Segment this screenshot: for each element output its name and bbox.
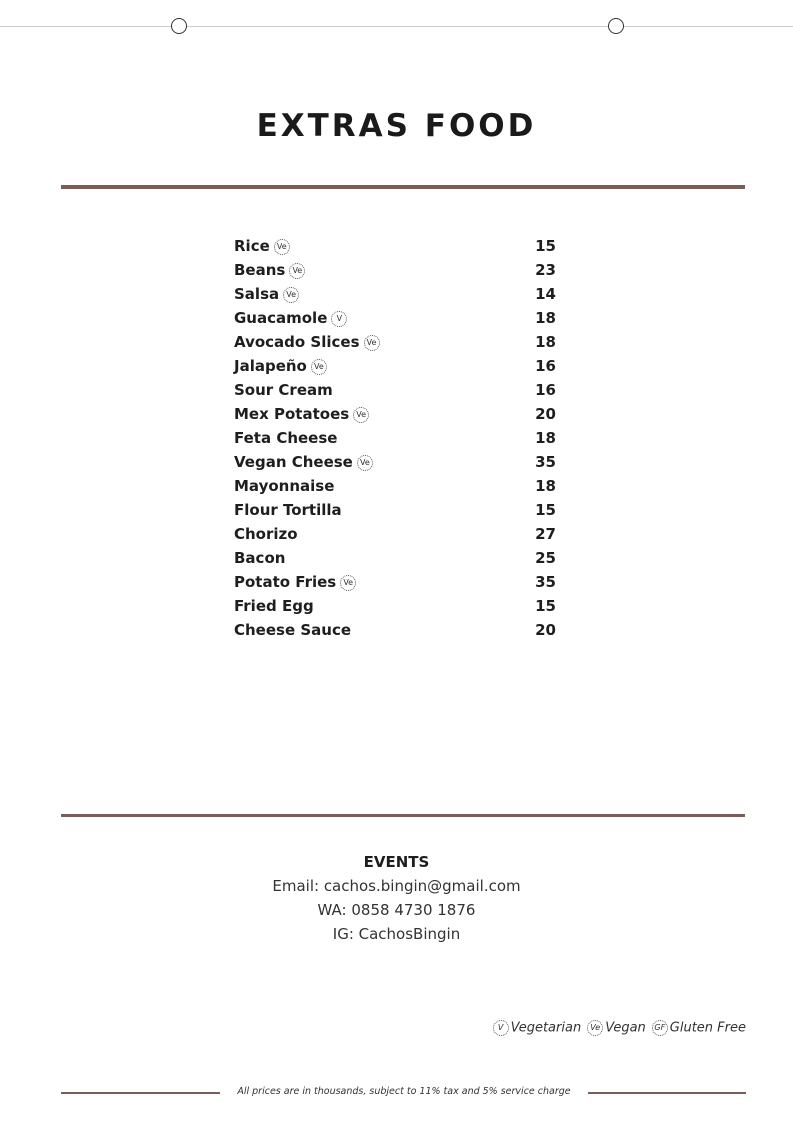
item-price: 27 bbox=[535, 525, 556, 543]
item-price: 35 bbox=[535, 573, 556, 591]
events-instagram: IG: CachosBingin bbox=[332, 925, 461, 943]
diet-badge-icon: Ve bbox=[311, 359, 327, 375]
section-divider bbox=[61, 814, 745, 817]
menu-item bbox=[234, 354, 556, 378]
menu-item bbox=[234, 234, 556, 258]
events-whatsapp: WA: 0858 4730 1876 bbox=[317, 901, 476, 919]
menu-item bbox=[234, 618, 556, 642]
item-price: 18 bbox=[535, 309, 556, 327]
events-email: Email: cachos.bingin@gmail.com bbox=[272, 877, 521, 895]
item-name: Guacamole bbox=[234, 309, 328, 327]
diet-badge-icon: Ve bbox=[283, 287, 299, 303]
menu-item bbox=[234, 450, 556, 474]
diet-badge-icon: Ve bbox=[274, 239, 290, 255]
diet-badge-icon: V bbox=[331, 311, 347, 327]
menu-item bbox=[234, 378, 556, 402]
item-name: Beans bbox=[234, 261, 286, 279]
item-name: Mayonnaise bbox=[234, 477, 335, 495]
events-section bbox=[0, 850, 793, 946]
punch-hole-left bbox=[171, 18, 187, 34]
price-footnote: All prices are in thousands, subject to 11% tax and 5% service charge bbox=[237, 1086, 571, 1097]
item-price: 15 bbox=[535, 501, 556, 519]
item-name: Feta Cheese bbox=[234, 429, 338, 447]
diet-badge-icon: Ve bbox=[364, 335, 380, 351]
item-name: Potato Fries bbox=[234, 573, 337, 591]
item-price: 14 bbox=[535, 285, 556, 303]
item-price: 16 bbox=[535, 381, 556, 399]
legend-label: Vegan bbox=[605, 1020, 646, 1036]
legend-label: Vegetarian bbox=[510, 1020, 582, 1036]
menu-item bbox=[234, 402, 556, 426]
item-name: Fried Egg bbox=[234, 597, 314, 615]
page-title: EXTRAS FOOD bbox=[256, 108, 537, 144]
diet-badge-icon: Ve bbox=[353, 407, 369, 423]
item-name: Vegan Cheese bbox=[234, 453, 353, 471]
diet-badge-icon: Ve bbox=[289, 263, 305, 279]
footer-divider-left bbox=[61, 1092, 220, 1094]
dietary-legend bbox=[487, 1020, 746, 1036]
legend-badge-icon: GF bbox=[652, 1020, 668, 1036]
legend-badge-icon: Ve bbox=[587, 1020, 603, 1036]
item-name: Cheese Sauce bbox=[234, 621, 352, 639]
menu-item bbox=[234, 306, 556, 330]
top-divider bbox=[0, 26, 793, 27]
item-name: Salsa bbox=[234, 285, 280, 303]
item-price: 35 bbox=[535, 453, 556, 471]
menu-item bbox=[234, 426, 556, 450]
footer-divider-right bbox=[588, 1092, 746, 1094]
item-name: Rice bbox=[234, 237, 270, 255]
item-price: 16 bbox=[535, 357, 556, 375]
item-price: 18 bbox=[535, 429, 556, 447]
menu-item bbox=[234, 546, 556, 570]
item-name: Avocado Slices bbox=[234, 333, 360, 351]
menu-item bbox=[234, 474, 556, 498]
events-title: EVENTS bbox=[363, 853, 430, 871]
diet-badge-icon: Ve bbox=[340, 575, 356, 591]
item-name: Flour Tortilla bbox=[234, 501, 342, 519]
diet-badge-icon: Ve bbox=[357, 455, 373, 471]
menu-item bbox=[234, 258, 556, 282]
punch-hole-right bbox=[608, 18, 624, 34]
menu-item bbox=[234, 282, 556, 306]
menu-item bbox=[234, 498, 556, 522]
menu-item bbox=[234, 522, 556, 546]
legend-badge-icon: V bbox=[493, 1020, 509, 1036]
item-price: 20 bbox=[535, 621, 556, 639]
item-name: Jalapeño bbox=[234, 357, 307, 375]
legend-label: Gluten Free bbox=[669, 1020, 746, 1036]
menu-item bbox=[234, 570, 556, 594]
title-divider bbox=[61, 185, 745, 189]
item-price: 15 bbox=[535, 237, 556, 255]
item-price: 25 bbox=[535, 549, 556, 567]
menu-list bbox=[234, 234, 556, 642]
item-price: 18 bbox=[535, 477, 556, 495]
item-price: 15 bbox=[535, 597, 556, 615]
menu-item bbox=[234, 594, 556, 618]
item-price: 23 bbox=[535, 261, 556, 279]
item-name: Sour Cream bbox=[234, 381, 333, 399]
item-name: Mex Potatoes bbox=[234, 405, 350, 423]
item-price: 20 bbox=[535, 405, 556, 423]
item-price: 18 bbox=[535, 333, 556, 351]
menu-item bbox=[234, 330, 556, 354]
item-name: Chorizo bbox=[234, 525, 298, 543]
item-name: Bacon bbox=[234, 549, 286, 567]
